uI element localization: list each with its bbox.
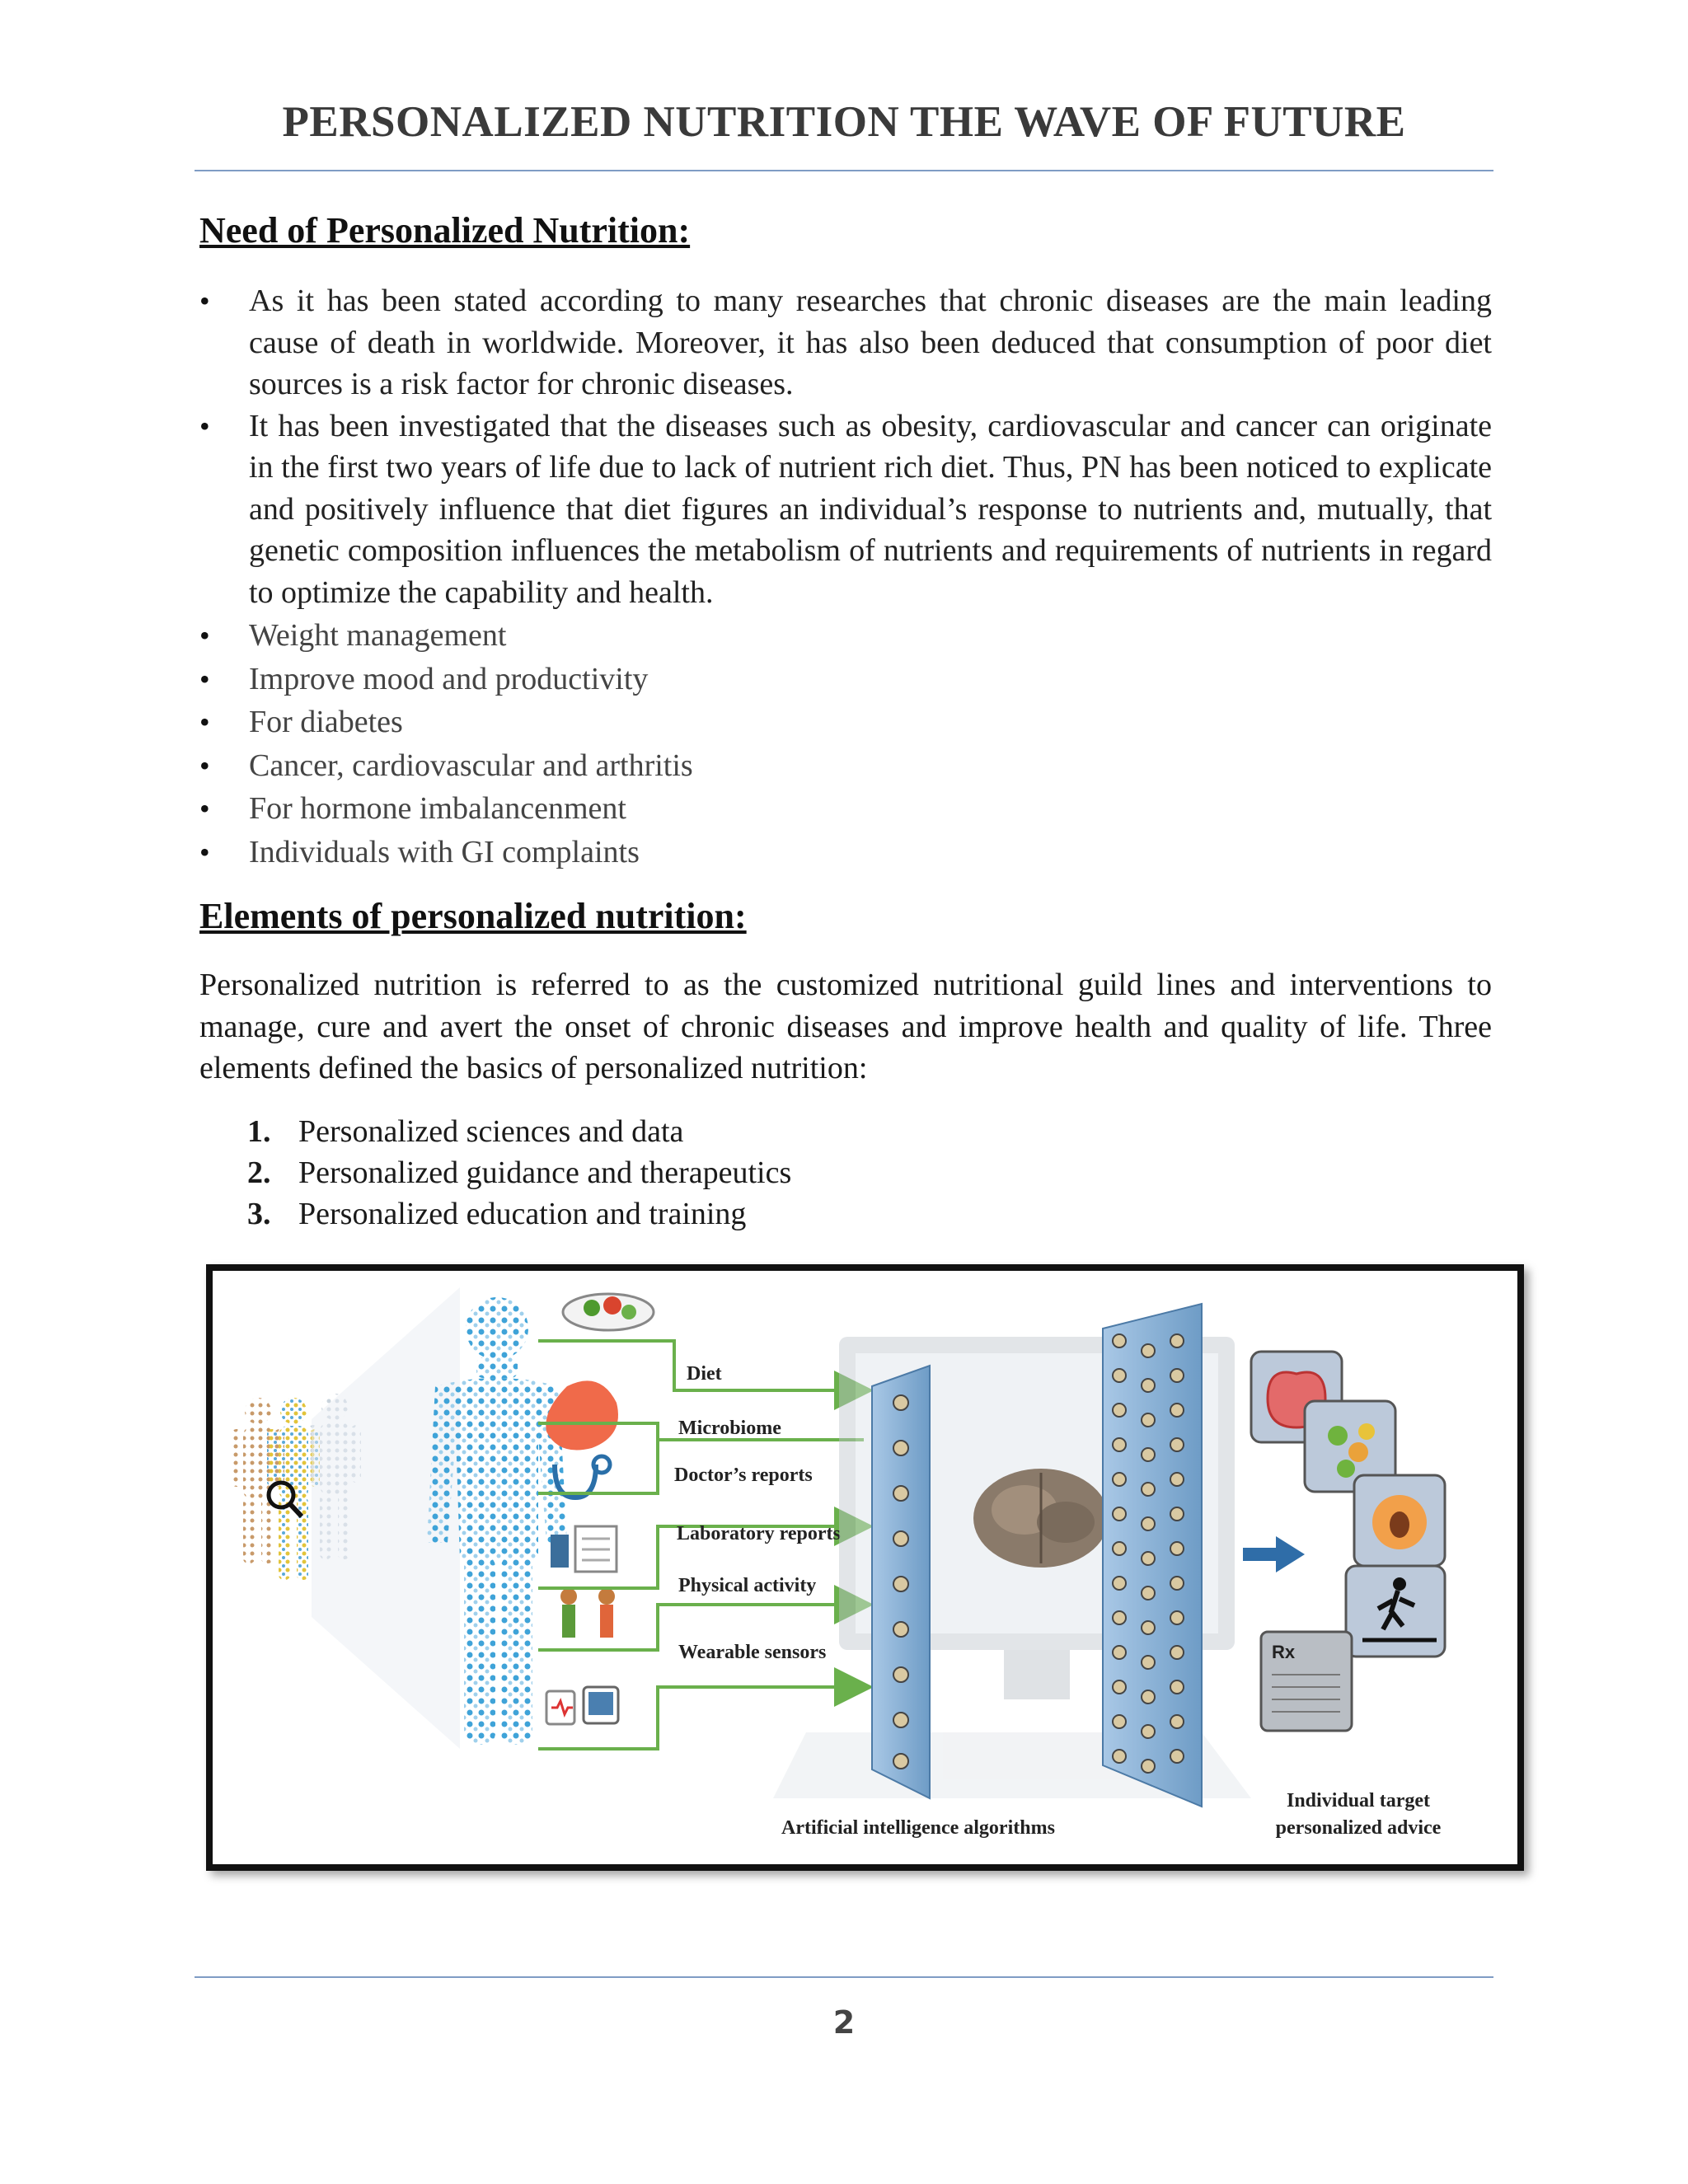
section-heading-elements: Elements of personalized nutrition: (199, 896, 747, 936)
neuron-dot (1170, 1715, 1184, 1728)
figure-label-diet: Diet (687, 1363, 722, 1385)
page-number: 2 (832, 2004, 856, 2041)
neuron-dot (1142, 1552, 1155, 1565)
list-text: Personalized education and training (298, 1197, 747, 1231)
figure-label-laboratory-reports: Laboratory reports (677, 1523, 841, 1544)
neuron-dot (1170, 1334, 1184, 1347)
neuron-dot (1113, 1611, 1126, 1624)
neuron-dot (1170, 1438, 1184, 1451)
neuron-dot (1113, 1680, 1126, 1694)
figure-label-wearable-sensors: Wearable sensors (678, 1642, 827, 1663)
neuron-dot (1170, 1404, 1184, 1417)
neuron-dot (1113, 1334, 1126, 1347)
figure-label-doctors-reports: Doctor’s reports (674, 1465, 813, 1486)
neuron-dot (1170, 1680, 1184, 1694)
neuron-dot (1142, 1586, 1155, 1600)
neuron-dot (1142, 1725, 1155, 1738)
section-heading-need: Need of Personalized Nutrition: (199, 210, 691, 251)
list-item: • Individuals with GI complaints (198, 832, 1492, 874)
list-item: • For hormone imbalancenment (198, 788, 1492, 830)
neuron-dot (1142, 1483, 1155, 1496)
prescription-tile-icon (1261, 1632, 1352, 1731)
personalized-nutrition-figure (206, 1264, 1524, 1871)
neuron-dot (1113, 1507, 1126, 1521)
list-item (247, 1111, 791, 1152)
list-item (247, 1193, 791, 1235)
list-item: • Improve mood and productivity (198, 658, 1492, 701)
figure-label-physical-activity: Physical activity (678, 1575, 817, 1596)
neuron-dot (1142, 1379, 1155, 1392)
physical-activity-icon (560, 1588, 615, 1638)
treadmill-tile-icon (1346, 1566, 1445, 1657)
header-rule (195, 170, 1493, 171)
neuron-dot (1170, 1507, 1184, 1521)
neuron-dot (1170, 1611, 1184, 1624)
list-item: • Cancer, cardiovascular and arthritis (198, 745, 1492, 787)
neuron-dot (1113, 1542, 1126, 1555)
neuron-dot (1142, 1690, 1155, 1704)
list-item: • Weight management (198, 615, 1492, 657)
neuron-dot (1113, 1438, 1126, 1451)
neuron-dot (1113, 1473, 1126, 1486)
list-item: • As it has been stated according to many researches that chronic diseases are the main leading cause of death in worldwide. Moreover, it has also been deduced that consumption of poor diet sources is a risk factor for chronic diseases. (198, 280, 1492, 405)
neural-layer-panel-left (872, 1366, 930, 1798)
neuron-dot (1170, 1646, 1184, 1659)
need-bullet-list (198, 280, 1492, 873)
figure-label-output-line2: personalized advice (1275, 1817, 1442, 1839)
neuron-dot (1142, 1621, 1155, 1634)
neuron-dot (1142, 1448, 1155, 1461)
neuron-dot (1113, 1577, 1126, 1590)
neuron-dot (1142, 1517, 1155, 1530)
figure-label-ai-algorithms: Artificial intelligence algorithms (781, 1817, 1055, 1839)
neuron-dot (1113, 1715, 1126, 1728)
footer-rule (195, 1976, 1493, 1978)
neural-layer-panel-right (1103, 1304, 1202, 1807)
wearable-sensor-icon (546, 1687, 618, 1724)
peach-tile-icon (1354, 1475, 1445, 1566)
output-arrow-icon (1243, 1536, 1305, 1572)
list-text: Personalized sciences and data (298, 1114, 684, 1149)
neuron-dot (1113, 1404, 1126, 1417)
neuron-dot (1170, 1369, 1184, 1382)
neuron-dot (1170, 1750, 1184, 1763)
figure-label-output-line1: Individual target (1286, 1790, 1431, 1811)
neuron-dot (1113, 1750, 1126, 1763)
neuron-dot (1142, 1760, 1155, 1773)
neuron-dot (1142, 1344, 1155, 1357)
elements-numbered-list (247, 1111, 791, 1235)
page-header-title: PERSONALIZED NUTRITION THE WAVE OF FUTURE (282, 98, 1406, 146)
elements-paragraph: Personalized nutrition is referred to as the customized nutritional guild lines and interventions to manage, cure and avert the onset of chronic diseases and improve health and quality of life. Three elements defined the basics of personalized nutrition: (199, 968, 1492, 1085)
list-number: 3. (247, 1197, 271, 1231)
rx-label: Rx (1272, 1642, 1296, 1662)
neuron-dot (1170, 1473, 1184, 1486)
list-number: 1. (247, 1114, 271, 1149)
neuron-dot (1142, 1656, 1155, 1669)
list-text: Personalized guidance and therapeutics (298, 1155, 792, 1190)
figure-label-microbiome: Microbiome (678, 1418, 781, 1439)
neuron-dot (1113, 1369, 1126, 1382)
list-item (247, 1152, 791, 1193)
neuron-dot (1170, 1542, 1184, 1555)
list-item: • For diabetes (198, 701, 1492, 743)
neuron-dot (1170, 1577, 1184, 1590)
diet-plate-icon (563, 1294, 654, 1330)
brain-icon (973, 1469, 1109, 1568)
list-number: 2. (247, 1155, 271, 1190)
neuron-dot (1113, 1646, 1126, 1659)
neuron-dot (1142, 1413, 1155, 1427)
list-item: • It has been investigated that the diseases such as obesity, cardiovascular and cancer can originate in the first two years of life due to lack of nutrient rich diet. Thus, PN has been noticed to explicate and positively influence that diet figures an individual’s response to nutrients and, mutually, that genetic composition influences the metabolism of nutrients and requirements of nutrients in regard to optimize the capability and health. (198, 405, 1492, 614)
